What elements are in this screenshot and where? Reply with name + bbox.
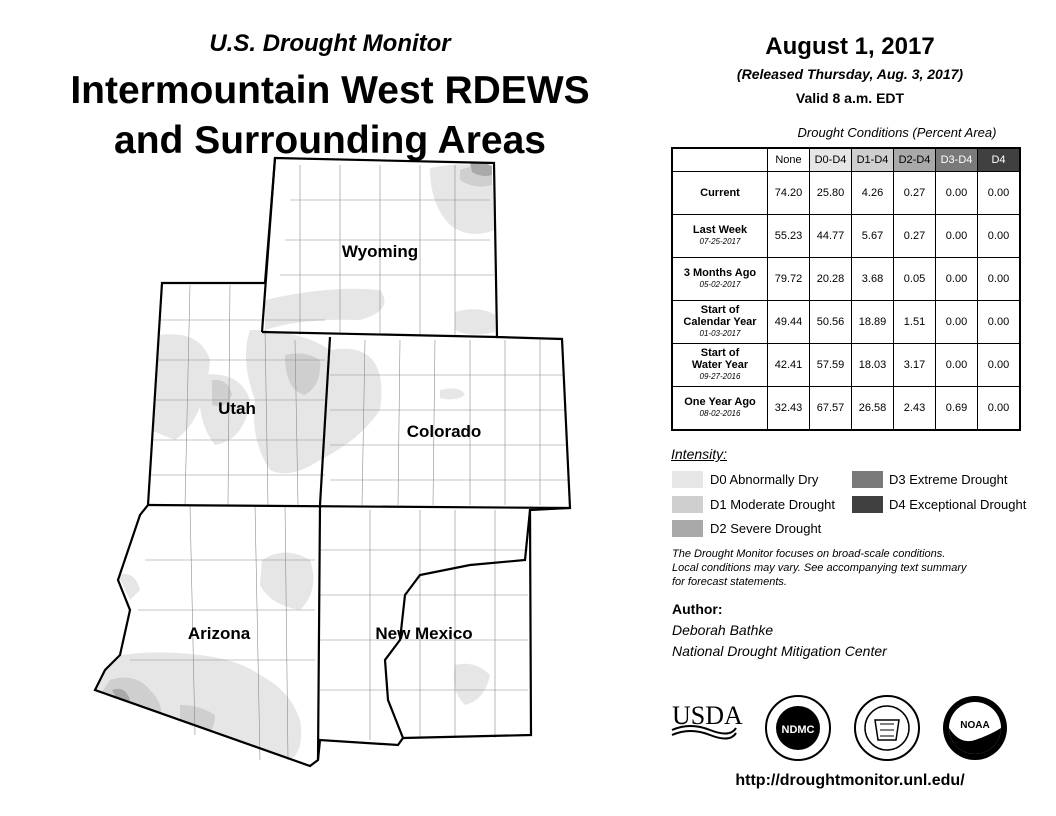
author-block: [672, 620, 887, 662]
map-subtitle: U.S. Drought Monitor: [209, 30, 451, 57]
row-label: [672, 387, 768, 430]
table-row: [672, 344, 1020, 387]
table-cell: 50.56: [810, 301, 852, 344]
table-cell: 3.17: [894, 344, 936, 387]
usda-logo: [672, 701, 743, 739]
col-d1-d4: D1-D4: [852, 148, 894, 172]
table-cell: 0.05: [894, 258, 936, 301]
state-label-wyoming: Wyoming: [341, 242, 419, 261]
table-cell: 0.00: [978, 387, 1021, 430]
row-date: 09-27-2016: [699, 372, 741, 381]
row-label-line1: One Year Ago: [684, 395, 756, 408]
table-corner: [672, 148, 768, 172]
legend-title: Intensity:: [671, 446, 728, 462]
table-cell: 55.23: [768, 215, 810, 258]
row-date: 01-03-2017: [699, 329, 741, 338]
table-row: [672, 301, 1020, 344]
author-heading: Author:: [672, 601, 723, 617]
row-label: [672, 172, 768, 215]
row-label-line1: 3 Months Ago: [683, 267, 757, 279]
row-date: 08-02-2016: [699, 408, 741, 418]
disclaimer-note: [672, 547, 1042, 589]
ndmc-logo: [766, 696, 830, 760]
agency-logos: [670, 690, 1030, 766]
table-cell: 26.58: [852, 387, 894, 430]
table-cell: 0.69: [936, 387, 978, 430]
col-none: None: [768, 148, 810, 172]
col-d0-d4: D0-D4: [810, 148, 852, 172]
legend-label-d4: D4 Exceptional Drought: [889, 497, 1027, 512]
legend-label-d0: D0 Abnormally Dry: [710, 472, 819, 487]
table-body: [672, 172, 1020, 430]
row-label-line1: Current: [700, 187, 740, 199]
table-header-row: [672, 148, 1020, 172]
legend-swatch-d1: [672, 496, 703, 513]
row-label: [672, 258, 768, 301]
table-cell: 0.00: [978, 301, 1021, 344]
table-cell: 0.27: [894, 215, 936, 258]
legend-label-d3: D3 Extreme Drought: [889, 472, 1008, 487]
legend-swatch-d4: [852, 496, 883, 513]
table-cell: 0.00: [978, 344, 1021, 387]
legend-label-d2: D2 Severe Drought: [710, 521, 822, 536]
drought-conditions-table: [671, 147, 1021, 431]
table-cell: 18.03: [852, 344, 894, 387]
col-d4: D4: [978, 148, 1021, 172]
note-line-2: Local conditions may vary. See accompanying text summary: [672, 562, 967, 574]
table-cell: 25.80: [810, 172, 852, 215]
table-cell: 0.00: [936, 301, 978, 344]
table-cell: 18.89: [852, 301, 894, 344]
table-cell: 20.28: [810, 258, 852, 301]
valid-time: Valid 8 a.m. EDT: [795, 90, 905, 106]
table-cell: 0.00: [936, 215, 978, 258]
row-label-line2: Water Year: [691, 359, 749, 371]
row-label-line1: Last Week: [692, 224, 748, 236]
row-label-line1: Start of: [700, 347, 740, 359]
row-label: [672, 215, 768, 258]
legend-swatch-d2: [672, 520, 703, 537]
noaa-logo: [943, 696, 1007, 760]
table-cell: 0.00: [936, 258, 978, 301]
note-line-1: The Drought Monitor focuses on broad-scale conditions.: [672, 548, 946, 560]
note-line-3: for forecast statements.: [672, 576, 787, 588]
row-label-line2: Calendar Year: [683, 316, 757, 328]
table-cell: 44.77: [810, 215, 852, 258]
table-cell: 5.67: [852, 215, 894, 258]
row-label-line1: Start of: [700, 304, 740, 316]
author-org: National Drought Mitigation Center: [672, 643, 887, 659]
col-d2-d4: D2-D4: [894, 148, 936, 172]
row-date: 05-02-2017: [699, 280, 741, 289]
table-cell: 42.41: [768, 344, 810, 387]
ndmc-logo-text: NDMC: [781, 724, 815, 736]
table-caption: Drought Conditions (Percent Area): [797, 125, 997, 140]
drought-map: [0, 150, 660, 816]
table-cell: 49.44: [768, 301, 810, 344]
table-cell: 0.00: [936, 172, 978, 215]
table-row: [672, 172, 1020, 215]
state-label-utah: Utah: [218, 399, 256, 418]
legend-swatch-d0: [672, 471, 703, 488]
table-cell: 2.43: [894, 387, 936, 430]
four-corners-line: [148, 505, 570, 508]
table-cell: 1.51: [894, 301, 936, 344]
table-cell: 0.00: [978, 172, 1021, 215]
release-date: (Released Thursday, Aug. 3, 2017): [736, 66, 964, 82]
row-date: 07-25-2017: [699, 237, 741, 246]
state-label-new-mexico: New Mexico: [375, 624, 473, 643]
table-cell: 0.27: [894, 172, 936, 215]
row-label: [672, 301, 768, 344]
table-row: [672, 258, 1020, 301]
state-label-arizona: Arizona: [187, 624, 251, 643]
table-row: [672, 215, 1020, 258]
table-cell: 0.00: [978, 215, 1021, 258]
col-d3-d4: D3-D4: [936, 148, 978, 172]
title-line-2: and Surrounding Areas: [114, 119, 546, 162]
table-cell: 67.57: [810, 387, 852, 430]
title-line-1: Intermountain West RDEWS: [70, 69, 590, 112]
table-cell: 57.59: [810, 344, 852, 387]
table-cell: 79.72: [768, 258, 810, 301]
table-cell: 74.20: [768, 172, 810, 215]
table-cell: 32.43: [768, 387, 810, 430]
usda-logo-text: USDA: [672, 701, 743, 730]
table-cell: 0.00: [978, 258, 1021, 301]
row-label: [672, 344, 768, 387]
author-name: Deborah Bathke: [672, 622, 774, 638]
table-cell: 3.68: [852, 258, 894, 301]
legend-label-d1: D1 Moderate Drought: [710, 497, 836, 512]
commerce-seal: [855, 696, 919, 760]
map-date: August 1, 2017: [765, 33, 935, 60]
table-row: [672, 387, 1020, 430]
table-cell: 4.26: [852, 172, 894, 215]
website-url[interactable]: http://droughtmonitor.unl.edu/: [735, 772, 965, 789]
legend-swatch-d3: [852, 471, 883, 488]
table-cell: 0.00: [936, 344, 978, 387]
state-label-colorado: Colorado: [406, 422, 482, 441]
noaa-logo-text: NOAA: [960, 720, 990, 731]
arizona-new-mexico-border: [318, 505, 320, 760]
d0-areas: [95, 164, 495, 760]
